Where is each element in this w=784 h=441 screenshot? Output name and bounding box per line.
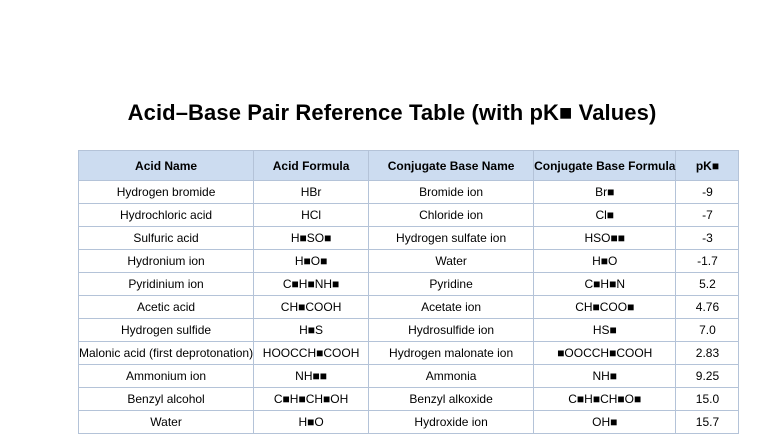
page-title: Acid–Base Pair Reference Table (with pK■ Values) [127,100,657,125]
acid-formula-cell: CH■COOH [254,296,369,319]
acid-name-cell: Acetic acid [79,296,254,319]
conjugate-base-name-cell: Ammonia [369,365,534,388]
table-row [79,411,739,434]
table-row [79,296,739,319]
acid-formula-cell: C■H■NH■ [254,273,369,296]
conjugate-base-name-cell: Chloride ion [369,204,534,227]
acid-base-table [78,150,739,434]
table-row [79,388,739,411]
table-row [79,273,739,296]
acid-name-cell: Pyridinium ion [79,273,254,296]
pka-cell: -9 [676,181,739,204]
pka-cell: 4.76 [676,296,739,319]
acid-name-cell: Water [79,411,254,434]
pka-cell: 15.7 [676,411,739,434]
acid-formula-cell: HOOCCH■COOH [254,342,369,365]
pka-cell: -7 [676,204,739,227]
acid-name-cell: Hydrochloric acid [79,204,254,227]
conjugate-base-name-cell: Acetate ion [369,296,534,319]
conjugate-base-formula-cell: Cl■ [534,204,676,227]
table-row [79,204,739,227]
acid-name-cell: Hydrogen sulfide [79,319,254,342]
acid-name-cell: Hydrogen bromide [79,181,254,204]
table-row [79,319,739,342]
pka-cell: 2.83 [676,342,739,365]
pka-cell: 15.0 [676,388,739,411]
conjugate-base-formula-cell: HSO■■ [534,227,676,250]
conjugate-base-formula-cell: NH■ [534,365,676,388]
pka-cell: -1.7 [676,250,739,273]
pka-cell: 9.25 [676,365,739,388]
table-header-row [79,151,739,181]
acid-name-cell: Hydronium ion [79,250,254,273]
acid-formula-cell: H■O■ [254,250,369,273]
conjugate-base-formula-cell: OH■ [534,411,676,434]
conjugate-base-name-cell: Hydrogen malonate ion [369,342,534,365]
table-row [79,227,739,250]
conjugate-base-formula-cell: C■H■N [534,273,676,296]
header-conjugate-base-formula: Conjugate Base Formula [534,151,676,181]
conjugate-base-name-cell: Hydrosulfide ion [369,319,534,342]
table-row [79,342,739,365]
acid-name-cell: Benzyl alcohol [79,388,254,411]
pka-cell: 7.0 [676,319,739,342]
conjugate-base-name-cell: Hydroxide ion [369,411,534,434]
conjugate-base-name-cell: Bromide ion [369,181,534,204]
header-acid-name: Acid Name [79,151,254,181]
pka-cell: -3 [676,227,739,250]
acid-formula-cell: H■O [254,411,369,434]
conjugate-base-name-cell: Benzyl alkoxide [369,388,534,411]
table-row [79,250,739,273]
conjugate-base-formula-cell: CH■COO■ [534,296,676,319]
acid-formula-cell: C■H■CH■OH [254,388,369,411]
acid-name-cell: Malonic acid (first deprotonation) [79,342,254,365]
conjugate-base-formula-cell: HS■ [534,319,676,342]
acid-formula-cell: H■SO■ [254,227,369,250]
conjugate-base-formula-cell: Br■ [534,181,676,204]
table-row [79,181,739,204]
conjugate-base-formula-cell: C■H■CH■O■ [534,388,676,411]
acid-name-cell: Ammonium ion [79,365,254,388]
header-acid-formula: Acid Formula [254,151,369,181]
conjugate-base-name-cell: Hydrogen sulfate ion [369,227,534,250]
header-conjugate-base-name: Conjugate Base Name [369,151,534,181]
conjugate-base-name-cell: Pyridine [369,273,534,296]
table-row [79,365,739,388]
pka-cell: 5.2 [676,273,739,296]
conjugate-base-name-cell: Water [369,250,534,273]
table-body [79,181,739,434]
acid-formula-cell: H■S [254,319,369,342]
acid-formula-cell: HCl [254,204,369,227]
acid-formula-cell: NH■■ [254,365,369,388]
acid-name-cell: Sulfuric acid [79,227,254,250]
conjugate-base-formula-cell: ■OOCCH■COOH [534,342,676,365]
header-pka: pK■ [676,151,739,181]
conjugate-base-formula-cell: H■O [534,250,676,273]
acid-formula-cell: HBr [254,181,369,204]
